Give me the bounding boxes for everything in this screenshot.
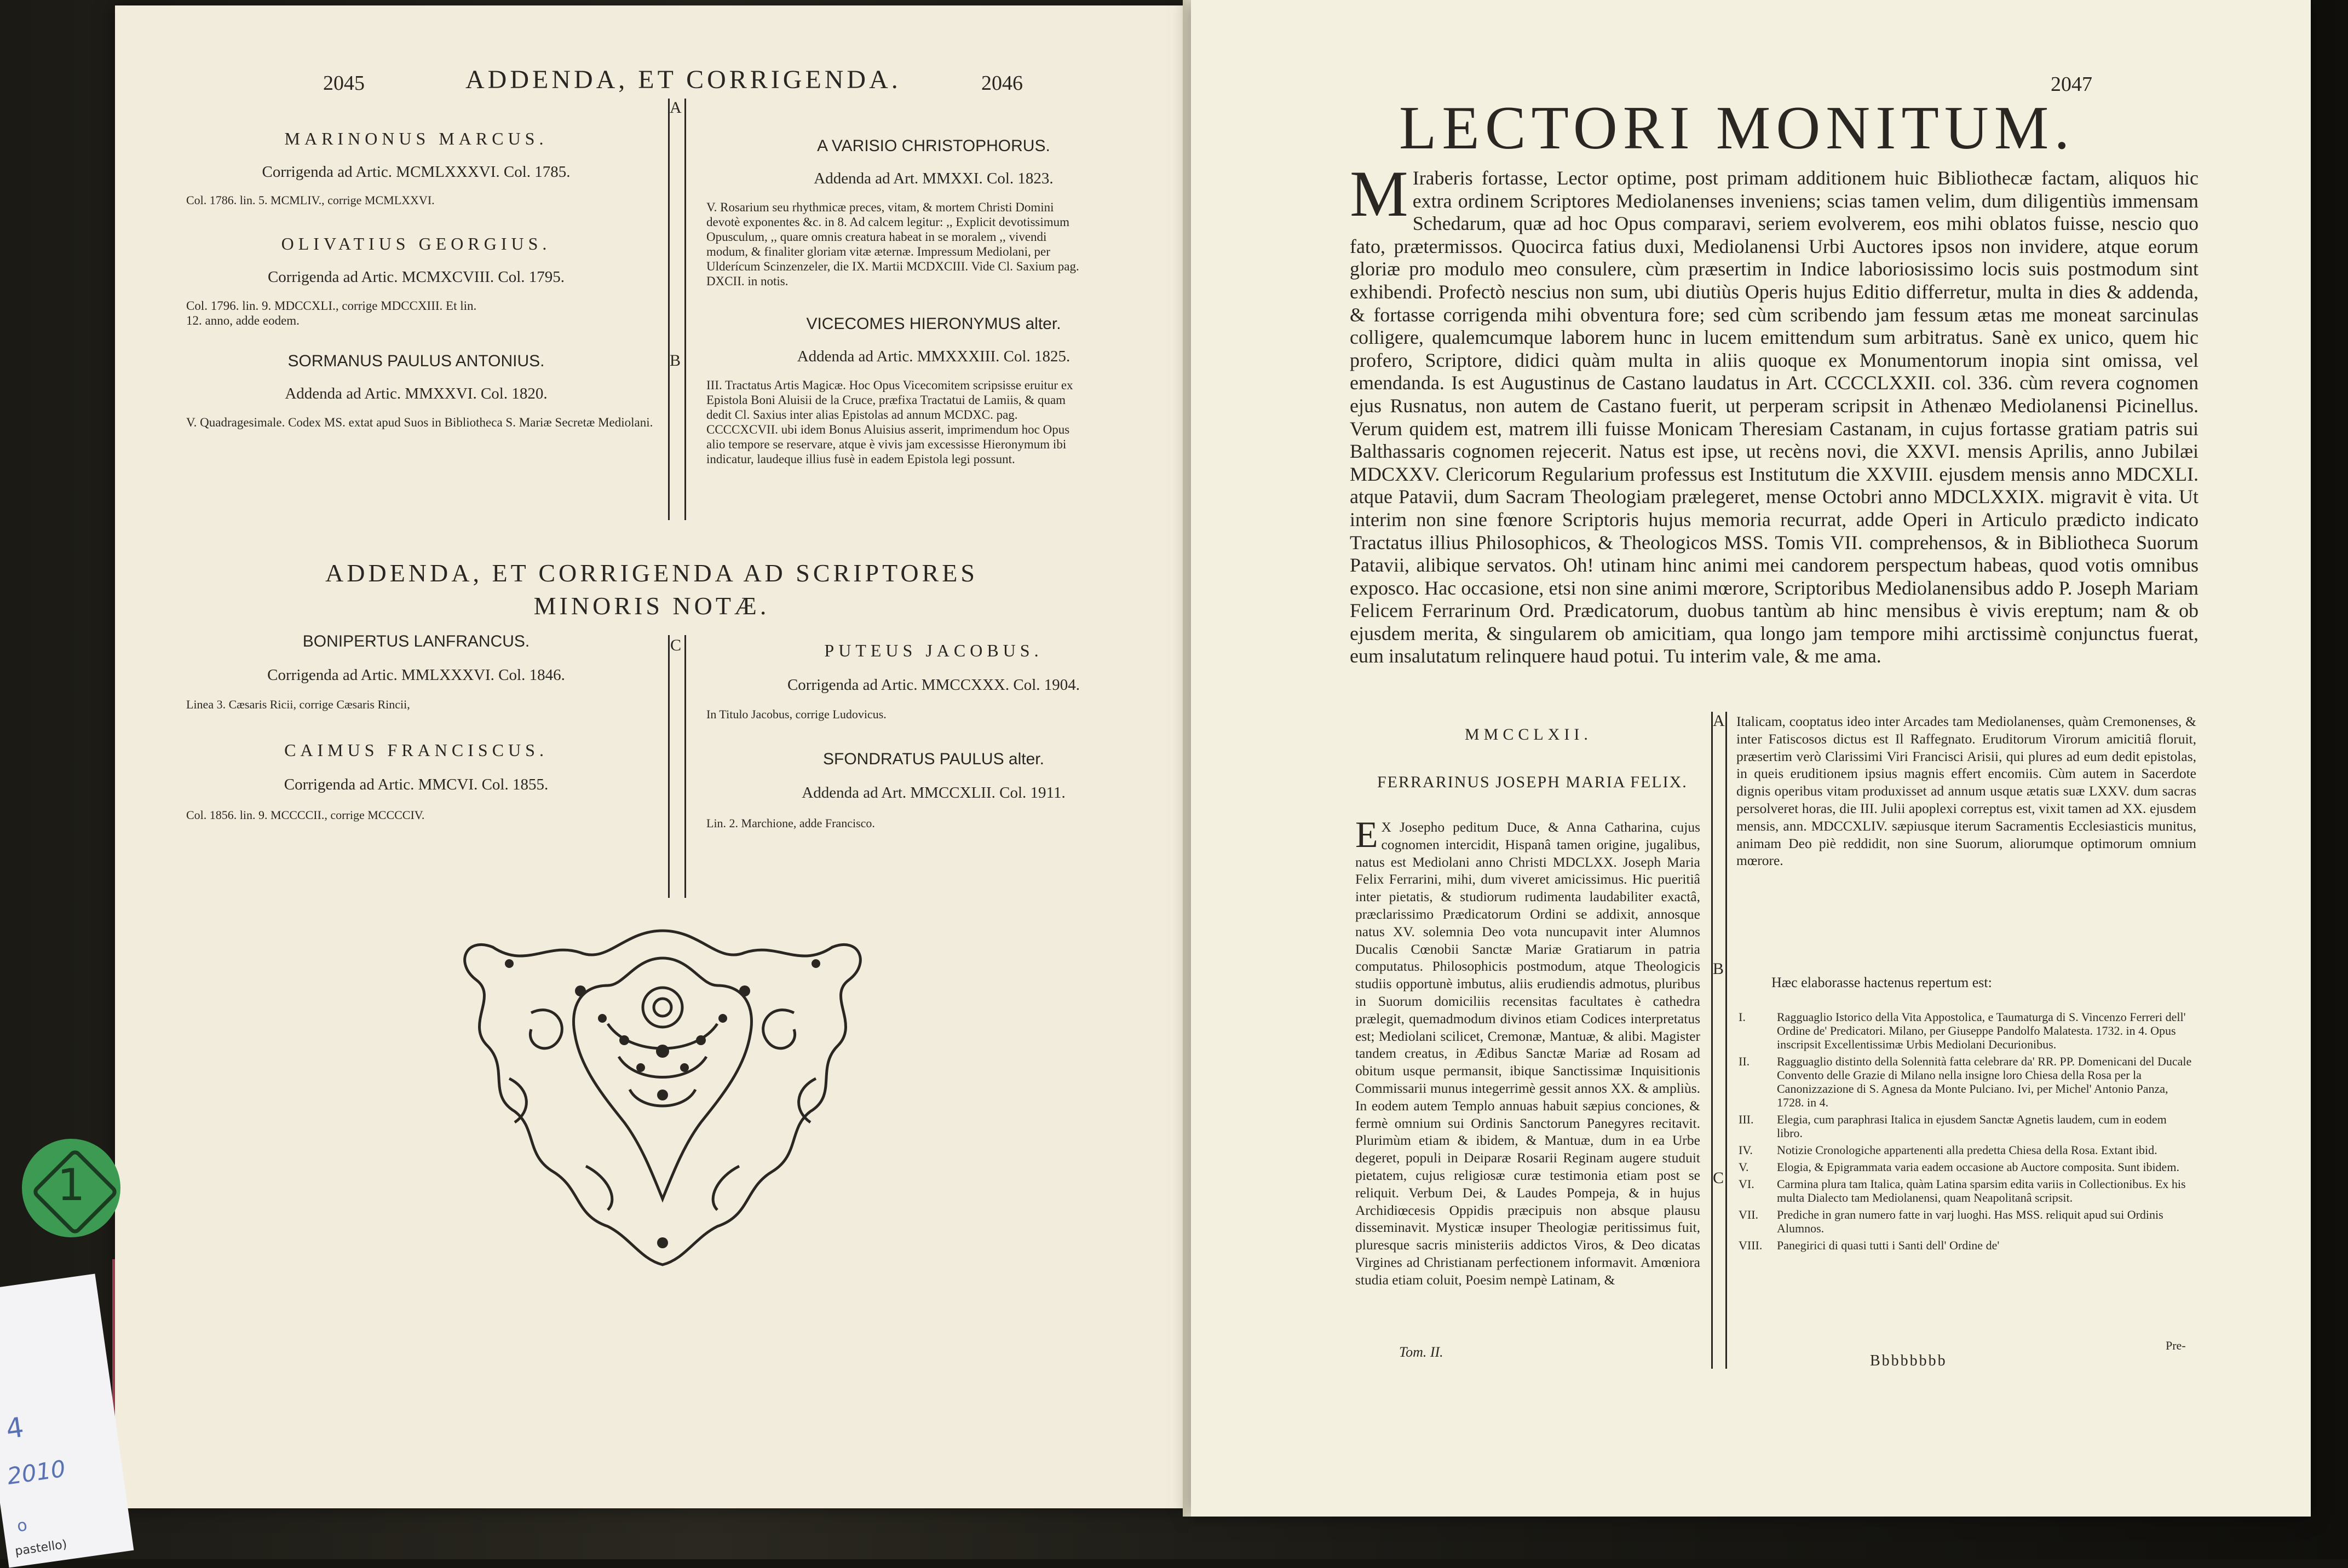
entry-note: III. Tractatus Artis Magicæ. Hoc Opus Vicecomitem scripsisse eruitur ex Epistola Boni Aluisii de la Cruce, præfixa Tractatui de Lamiis, & quam dedit Cl. Saxius inter alias Epistolas ad annum MCDXC. pag. CCCCXCVII. ubi idem Bonus Aluisius asserit, imprimendum hoc Opus alio tempore se reservare, atque è vivis jam excessisse Hieronymum ibi indicatur, laudeque illius fusè in eadem Epistola legi possunt.: [706, 378, 1073, 466]
item-number: IV.: [1739, 1143, 1753, 1157]
catalog-sticker: [22, 1139, 120, 1237]
entry-name: SFONDRATUS PAULUS alter.: [823, 750, 1044, 768]
note-line: o: [15, 1515, 28, 1536]
item-text: Prediche in gran numero fatte in varj luoghi. Has MSS. reliquit apud sui Ordinis Alumnos.: [1777, 1208, 2163, 1235]
item-text: Carmina plura tam Italica, quàm Latina sparsim edita variis in Collectionibus. Ex his multa Dialecto tam Mediolanensi, quam Neapolitanâ scripsit.: [1777, 1177, 2186, 1204]
entry-note: Lin. 2. Marchione, adde Francisco.: [706, 816, 875, 830]
list-item: [1739, 1177, 2193, 1204]
drop-cap: M: [1350, 157, 1408, 230]
entry-list-right: [695, 137, 1172, 466]
item-text: Ragguaglio distinto della Solennità fatta celebrare da' RR. PP. Domenicani del Ducale Convento delle Grazie di Milano nella insigne loro Chiesa della Rosa per la Canonizzazione di S. Agnesa da Monte Pulciano. Ivi, per Michel' Antonio Panza, 1728. in 4.: [1777, 1054, 2192, 1109]
item-text: Panegirici di quasi tutti i Santi dell' Ordine de': [1777, 1238, 2000, 1252]
entry-line: Corrigenda ad Artic. MCMLXXXVI. Col. 1785.: [262, 163, 571, 181]
section-title: ADDENDA, ET CORRIGENDA AD SCRIPTORES: [325, 559, 978, 587]
list-item: [1739, 1160, 2193, 1174]
page-number-left: 2045: [323, 72, 365, 95]
item-number: VII.: [1739, 1208, 1759, 1221]
catchword: Pre-: [2166, 1339, 2186, 1352]
baroque-cartouche-ornament-icon: [444, 914, 882, 1276]
item-number: VI.: [1739, 1177, 1754, 1191]
entry-line: Corrigenda ad Artic. MMCVI. Col. 1855.: [284, 776, 549, 793]
page-number: 2047: [2051, 73, 2092, 96]
item-text: Elogia, & Epigrammata varia eadem occasione ab Auctore composita. Sunt ibidem.: [1777, 1160, 2179, 1174]
monitum-paragraph: [1350, 157, 2199, 668]
entry-name: CAIMUS FRANCISCUS.: [284, 740, 548, 760]
bio-text: X Josepho peditum Duce, & Anna Catharina, cujus cognomen intercidit, Hispanâ tamen origine, jugalibus, natus est Mediolani anno Christi MDCLXX. Joseph Maria Felix Ferrarini, mihi, dum viveret amicissimus. Hic pueritiâ inter pietatis, & studiorum rudimenta laudabiliter exactâ, præclarissimo Prædicatorum Ordini se addixit, annosque natus XV. solemnia Deo vota nuncupavit inter Alumnos Ducalis Cœnobii Sanctæ Mariæ Gratiarum in patria computatus. Philosophicis postmodum, atque Theologicis studiis opportunè imbutus, aliis erudiendis admotus, pluribus in Suorum domiciliis recensitas facultates è cathedra prælegit, quemadmodum divinos etiam Codices interpretatus est; Mediolani scilicet, Cremonæ, Mantuæ, & alibi. Magister tandem creatus, in Ædibus Sanctæ Mariæ ad Rosam ad obitum usque permansit, ibique Sanctissimæ Inquisitionis Commissarii munus integerrimè gessit annos XX. & ampliùs. In eodem autem Templo annuas habuit sæpius conciones, & fermè omnium sui Ordinis Sanctorum Panegyres recitavit. Plurimùm etiam & ibidem, & Mantuæ, dum in ea Urbe degeret, populi in Deiparæ Rosarii Reginam augere studuit pietatem, cujus religiosæ curæ testimonia etiam post se reliquit. Verbum Dei, & Laudes Pompeja, & in hujus Archidiœcesis Oppidis præcipuis non absque plausu disseminavit. Mysticæ insuper Theologiæ peritissimus fuit, pluresque sacris ministeriis addictos Viros, & Deo dicatas Virgines ad Christianam perfectionem informavit. Amœniora studia etiam coluit, Poesim nempè Latinam, &: [1355, 819, 1700, 1288]
entry-line: Corrigenda ad Artic. MMLXXXVI. Col. 1846.: [267, 666, 565, 684]
item-number: V.: [1739, 1160, 1749, 1174]
entry-note: Col. 1856. lin. 9. MCCCCII., corrige MCCCCIV.: [186, 808, 425, 822]
works-list: [1739, 1010, 2193, 1255]
entry-note: V. Quadragesimale. Codex MS. extat apud Suos in Bibliotheca S. Mariæ Secretæ Mediolani.: [186, 416, 653, 429]
column-letter: B: [670, 351, 681, 370]
left-page: [115, 5, 1188, 1508]
bio-column-left: [1355, 814, 1700, 1289]
column-divider: [668, 635, 670, 898]
entry-note: Col. 1786. lin. 5. MCMLIV., corrige MCMLXXVI.: [186, 193, 435, 207]
column-divider: [1725, 712, 1727, 1369]
entry-name: SORMANUS PAULUS ANTONIUS.: [287, 352, 545, 370]
entry-list-left: [175, 129, 657, 430]
column-divider: [1711, 712, 1713, 1369]
entry-note: In Titulo Jacobus, corrige Ludovicus.: [706, 707, 887, 721]
list-item: [1739, 1238, 2193, 1252]
sticker-label: 1: [57, 1160, 85, 1210]
entry-line: Addenda ad Art. MMXXI. Col. 1823.: [814, 170, 1054, 187]
list-item: [1739, 1112, 2193, 1140]
note-line: 4: [4, 1411, 26, 1445]
article-name: FERRARINUS JOSEPH MARIA FELIX.: [1377, 773, 1688, 791]
entry-name: A VARISIO CHRISTOPHORUS.: [817, 137, 1050, 155]
note-line: pastello): [14, 1537, 68, 1559]
item-number: II.: [1739, 1054, 1750, 1068]
page-title: LECTORI MONITUM.: [1399, 94, 2075, 162]
entry-note: V. Rosarium seu rhythmicæ preces, vitam, & mortem Christi Domini devotè exponentes &c. in 8. Ad calcem legitur: ,, Explicit devotissimum Opusculum, ,, quare omnis creatura habeat in se moralem ,, vivendi modum, & finaliter gloriam vitæ æternæ. Impressum Mediolani, per Ulderícum Scinzenzeler, die IX. Martii MCDXCIII. Vide Cl. Saxium pag. DXCII. in notis.: [706, 200, 1079, 288]
minor-entry-list-left: [175, 632, 657, 822]
entry-line: Corrigenda ad Artic. MCMXCVIII. Col. 1795.: [267, 268, 565, 286]
right-page: [1191, 0, 2311, 1517]
item-number: I.: [1739, 1010, 1746, 1024]
note-line: 2010: [5, 1455, 67, 1490]
item-text: Notizie Cronologiche appartenenti alla predetta Chiesa della Rosa. Extant ibid.: [1777, 1143, 2157, 1157]
list-item: [1739, 1208, 2193, 1235]
column-letter: C: [1713, 1169, 1724, 1187]
item-text: Ragguaglio Istorico della Vita Appostolica, e Taumaturga di S. Vincenzo Ferreri dell' Ordine de' Predicatori. Milano, per Giuseppe Pandolfo Malatesta. 1732. in 4. Opus inscripsit Excellentissimæ Urbis Mediolani Decurionibus.: [1777, 1010, 2186, 1051]
entry-line: Addenda ad Artic. MMXXXIII. Col. 1825.: [797, 348, 1071, 365]
item-text: Elegia, cum paraphrasi Italica in ejusdem Sanctæ Agnetis laudem, cum in eodem libro.: [1777, 1112, 2167, 1140]
entry-name: OLIVATIUS GEORGIUS.: [281, 234, 551, 253]
tome-label: Tom. II.: [1399, 1344, 1443, 1360]
column-letter: B: [1713, 960, 1724, 978]
entry-line: Addenda ad Artic. MMXXVI. Col. 1820.: [285, 385, 548, 402]
page-number-right: 2046: [981, 72, 1023, 95]
column-letter: A: [670, 99, 682, 117]
item-number: VIII.: [1739, 1238, 1763, 1252]
works-heading: Hæc elaborasse hactenus repertum est:: [1771, 975, 1992, 990]
column-letter: A: [1713, 712, 1725, 730]
article-number: MMCCLXII.: [1465, 725, 1592, 743]
bio-column-right: Italicam, cooptatus ideo inter Arcades tam Mediolanenses, quàm Cremonenses, & inter Fatiscosos dictus est Il Raffegnato. Eruditorum Virorum amicitiâ floruit, præsertim verò Clarissimi Viri Francisci Arisii, qui plures ad eum dedit epistolas, in queis eruditionem ipsius magnis effert encomiis. Cùm autem in Sacerdote dignis operibus vitam produxisset ad annum usque ætatis suæ LXXV. dum sacras persolveret horas, die III. Julii apoplexi correptus est, vixit tamen ad XX. ejusdem mensis, ann. MDCCXLIV. sæpiusque iterum Sacramentis Ecclesiasticis munitus, animam Deo piè reddidit, non sine Suorum, aliorumque optimorum omnium mœrore.: [1736, 713, 2196, 869]
column-divider: [684, 99, 686, 520]
list-item: [1739, 1010, 2193, 1051]
column-divider: [668, 99, 670, 520]
column-divider: [684, 635, 686, 898]
column-letter: C: [670, 636, 682, 654]
list-item: [1739, 1054, 2193, 1109]
entry-name: MARINONUS MARCUS.: [284, 129, 548, 148]
item-number: III.: [1739, 1112, 1754, 1126]
drop-cap: E: [1355, 814, 1378, 855]
entry-note: Linea 3. Cæsaris Ricii, corrige Cæsaris Rincii,: [186, 697, 410, 711]
section-title: MINORIS NOTÆ.: [533, 592, 770, 620]
entry-name: VICECOMES HIERONYMUS alter.: [806, 315, 1061, 333]
entry-line: Corrigenda ad Artic. MMCCXXX. Col. 1904.: [787, 676, 1080, 694]
running-head: ADDENDA, ET CORRIGENDA.: [465, 65, 901, 94]
signature-mark: Bbbbbbbb: [1870, 1352, 1947, 1369]
entry-note: Col. 1796. lin. 9. MDCCXLI., corrige MDCCXIII. Et lin. 12. anno, adde eodem.: [186, 299, 477, 327]
list-item: [1739, 1143, 2193, 1157]
minor-entry-list-right: [695, 641, 1172, 831]
monitum-text: Iraberis fortasse, Lector optime, post primam additionem huic Bibliothecæ factam, aliquos hic extra ordinem Scriptores Mediolanenses inveniens; scias tamen velim, dum diligentiùs immensam Schedarum, quæ ad hoc Opus comparavi, seriem evolverem, eos mihi oblatos fuisse, nescio quo fato, prætermissos. Quocirca fatius duxi, Mediolanensi Urbi Auctores ipsos non invidere, atque eorum gloriæ pro modulo meo consulere, cùm præsertim in Indice laboriosissimo locis suis postmodum sint exhibendi. Profectò nescius non sum, ubi diutiùs Operis hujus Editio differretur, multa in dies & addenda, & fortasse corrigenda mihi obventura fore; sed cùm scribendo jam fessum ætas me moneat sarcinulas colligere, qualemcumque laborem hunc in lucem emittendum sum arbitratus. Sanè ex unico, quem hic profero, Scriptore, didici quàm multa in aliis quoque ex Monumentorum inopia sint omissa, vel emendanda. Is est Augustinus de Castano laudatus in Art. CCCCLXXII. col. 336. cùm revera cognomen ejus Rusnatus, non autem de Castano fuerit, ut perperam scripsit in Athenæo Mediolanensi Picinellus. Verum quidem est, matrem illi fuisse Monicam Theresiam Castanam, in cujus fortasse gratiam patris sui Balthassaris cognomen rejecerit. Natus est ipse, ut recèns novi, die XXVI. mensis Aprilis, anno Jubilæi MDCXXV. Clericorum Regularium professus est Institutum die XXVIII. ejusdem mensis anno MDCXLI. atque Patavii, dum Sacram Theologiam prælegeret, mense Octobri anno MDCLXXIX. migravit è vita. Ut interim non sine fœnore Scriptoris hujus memoria recurrat, adde Operi in Articulo prædicto indicato Tractatus illius Philosophicos, & Theologicos MSS. Tomis VII. comprehensos, & in Bibliotheca Suorum Patavii, alibique servatos. Oh! utinam hinc animi mei candorem perspectum habeas, quod votis omnibus exposco. Hac occasione, etsi non sine animi mœrore, Scriptoribus Mediolanensibus addo P. Joseph Mariam Felicem Ferrarinum Ord. Prædicatorum, duobus tantùm ab hinc mensibus è vivis ereptum; nam & ob ejusdem merita, & singularem ob amicitiam, qua longo jam tempore mihi arctissimè conjunctus fuerat, eum insalutatum relinquere haud potui. Tu interim vale, & me ama.: [1350, 167, 2199, 667]
entry-name: BONIPERTUS LANFRANCUS.: [302, 632, 530, 650]
entry-name: PUTEUS JACOBUS.: [824, 641, 1043, 660]
entry-line: Addenda ad Art. MMCCXLII. Col. 1911.: [802, 784, 1066, 802]
